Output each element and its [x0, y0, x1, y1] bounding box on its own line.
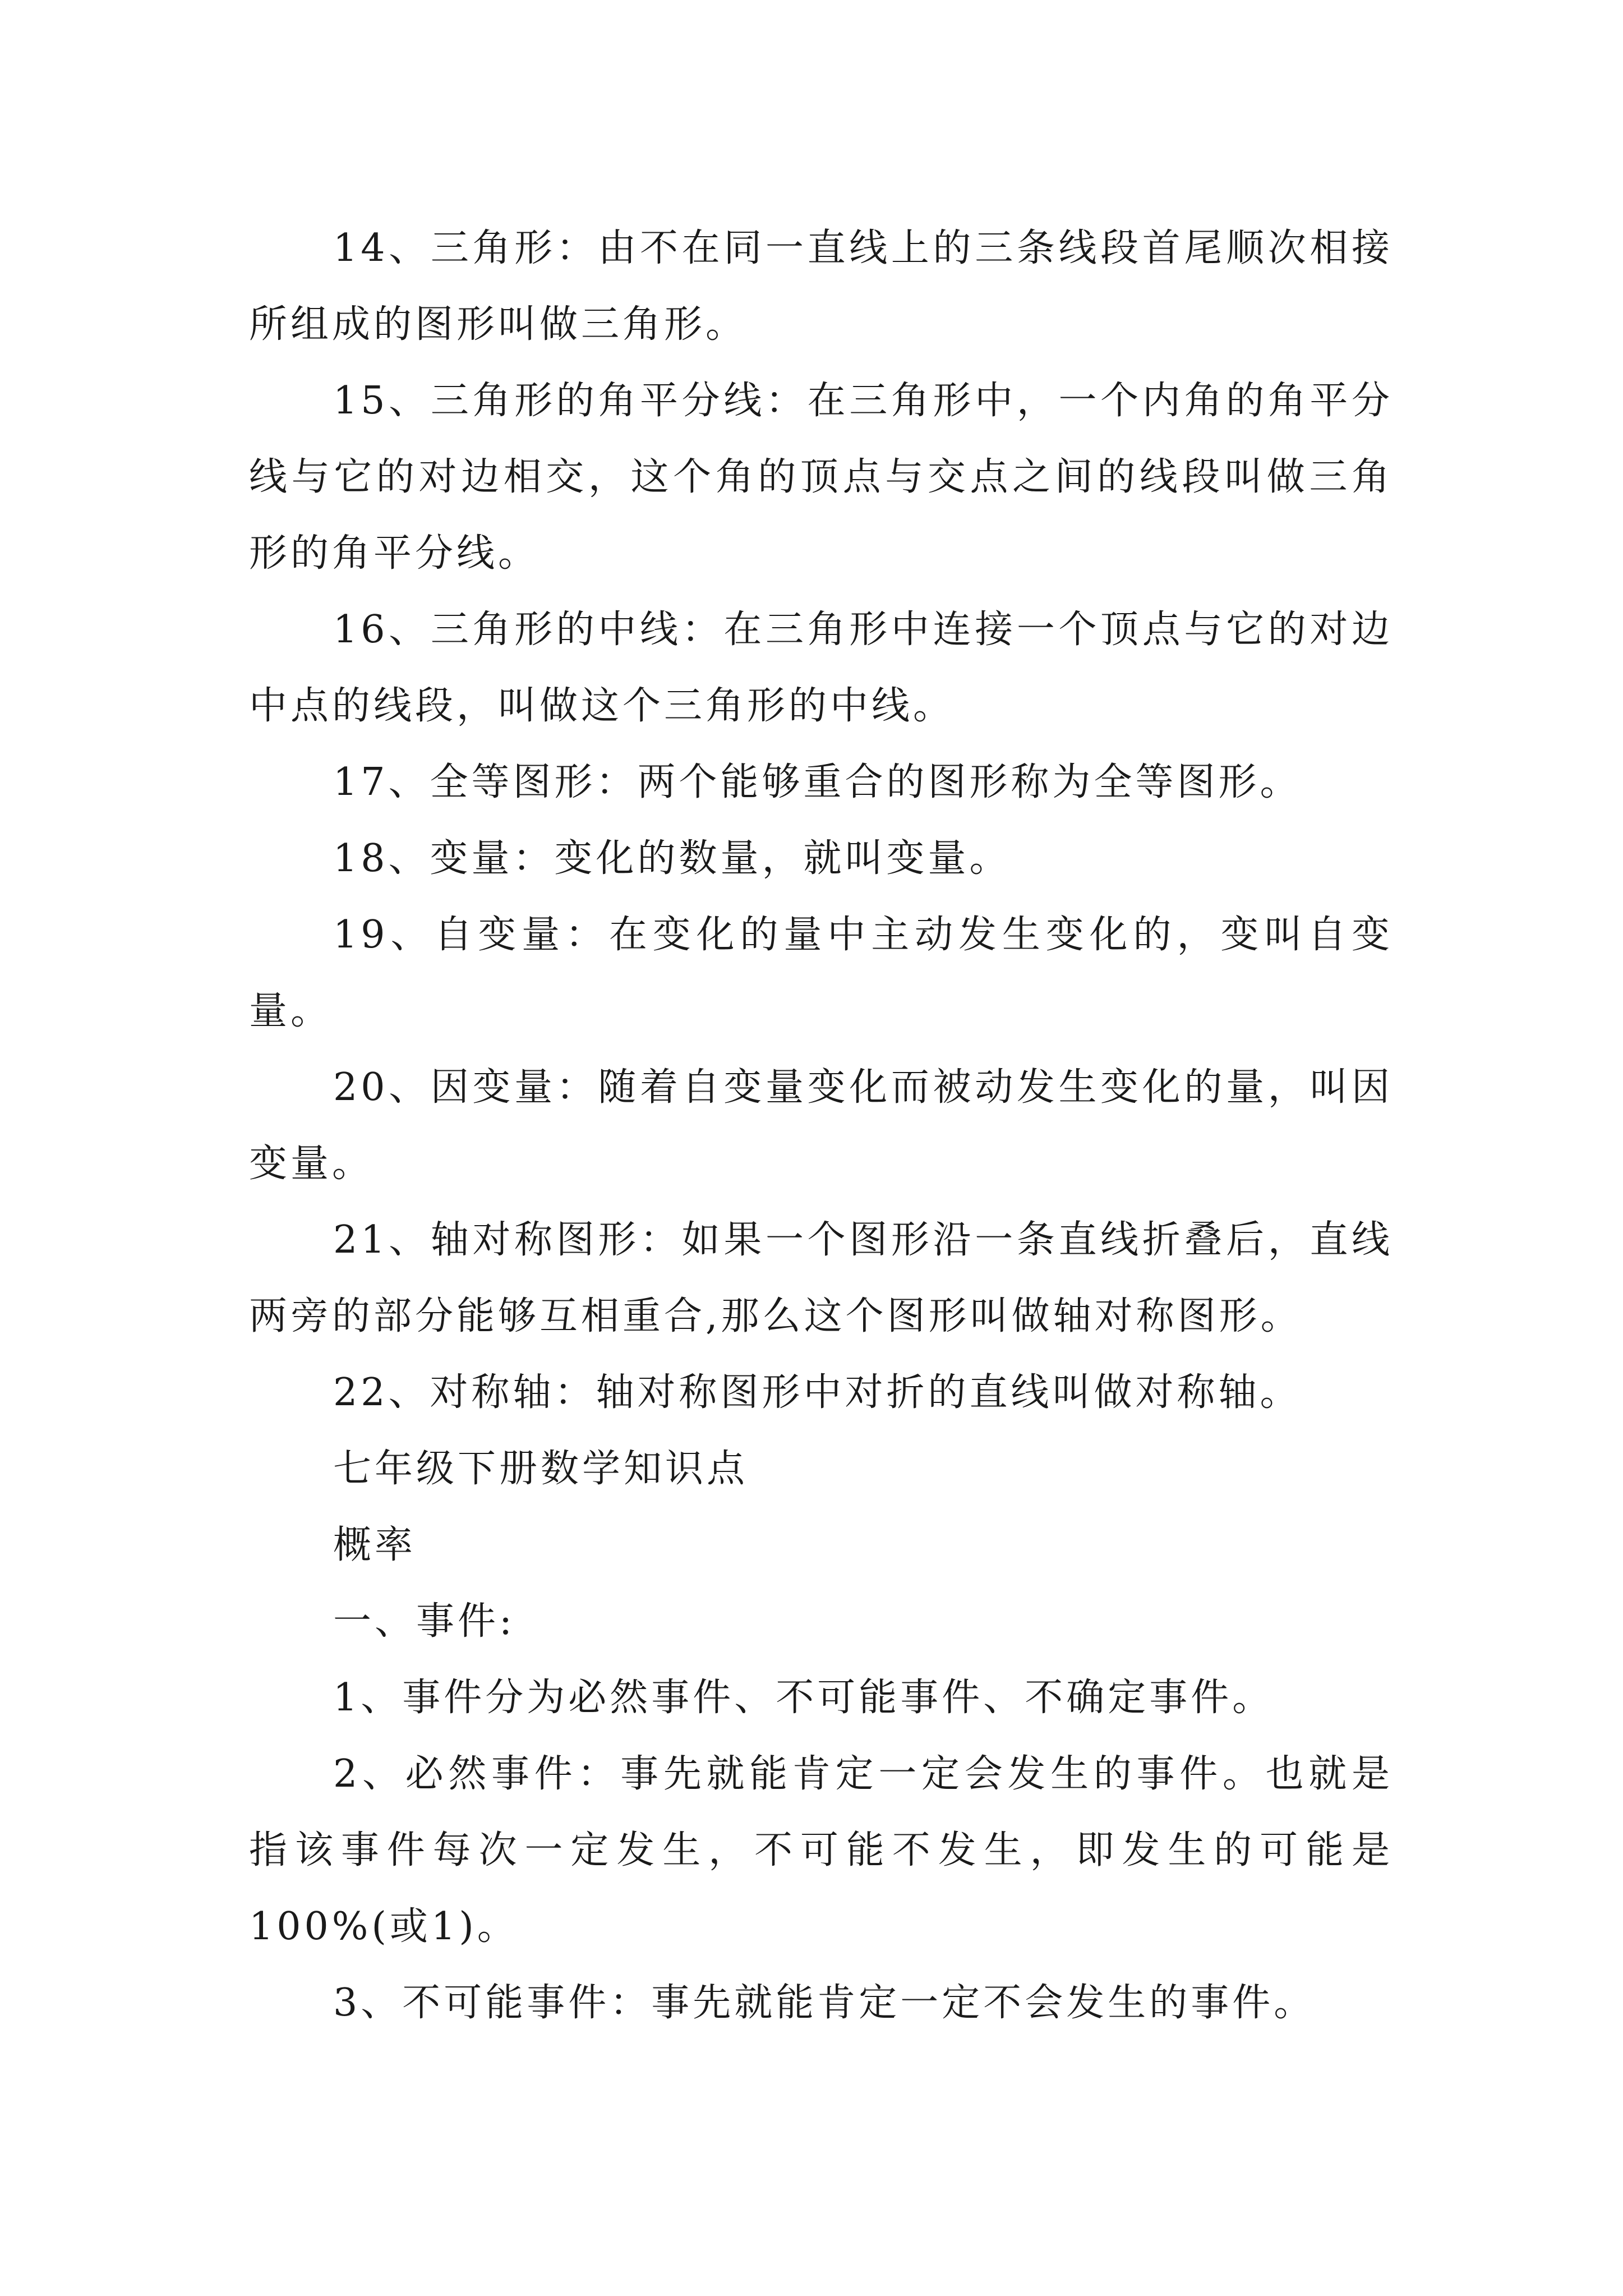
definition-axis-of-symmetry: 22、对称轴：轴对称图形中对折的直线叫做对称轴。	[333, 1370, 1302, 1415]
definition-impossible-event: 3、不可能事件：事先就能肯定一定不会发生的事件。	[333, 1981, 1316, 2025]
definition-median: 16、三角形的中线：在三角形中连接一个顶点与它的对边中点的线段，叫做这个三角形的中线。	[249, 608, 1393, 728]
event-types: 1、事件分为必然事件、不可能事件、不确定事件。	[333, 1676, 1274, 1720]
chapter-heading: 概率	[333, 1523, 417, 1567]
definition-certain-event: 2、必然事件：事先就能肯定一定会发生的事件。也就是指该事件每次一定发生，不可能不发生，即发生的可能是100%(或1)。	[249, 1752, 1393, 1949]
definition-variable: 18、变量：变化的数量，就叫变量。	[333, 836, 1011, 881]
definition-congruent-figures: 17、全等图形：两个能够重合的图形称为全等图形。	[333, 760, 1302, 804]
definition-angle-bisector: 15、三角形的角平分线：在三角形中，一个内角的角平分线与它的对边相交，这个角的顶点与交点之间的线段叫做三角形的角平分线。	[249, 379, 1393, 576]
definition-triangle: 14、三角形：由不在同一直线上的三条线段首尾顺次相接所组成的图形叫做三角形。	[249, 226, 1393, 347]
document-body	[249, 210, 1393, 2041]
definition-dependent-variable: 20、因变量：随着自变量变化而被动发生变化的量，叫因变量。	[249, 1065, 1393, 1186]
subsection-heading: 一、事件:	[333, 1599, 515, 1644]
definition-independent-variable: 19、自变量：在变化的量中主动发生变化的，变叫自变量。	[249, 913, 1393, 1033]
definition-axisymmetric-figure: 21、轴对称图形：如果一个图形沿一条直线折叠后，直线两旁的部分能够互相重合,那么这个图形叫做轴对称图形。	[249, 1218, 1393, 1338]
section-heading: 七年级下册数学知识点	[333, 1447, 749, 1491]
